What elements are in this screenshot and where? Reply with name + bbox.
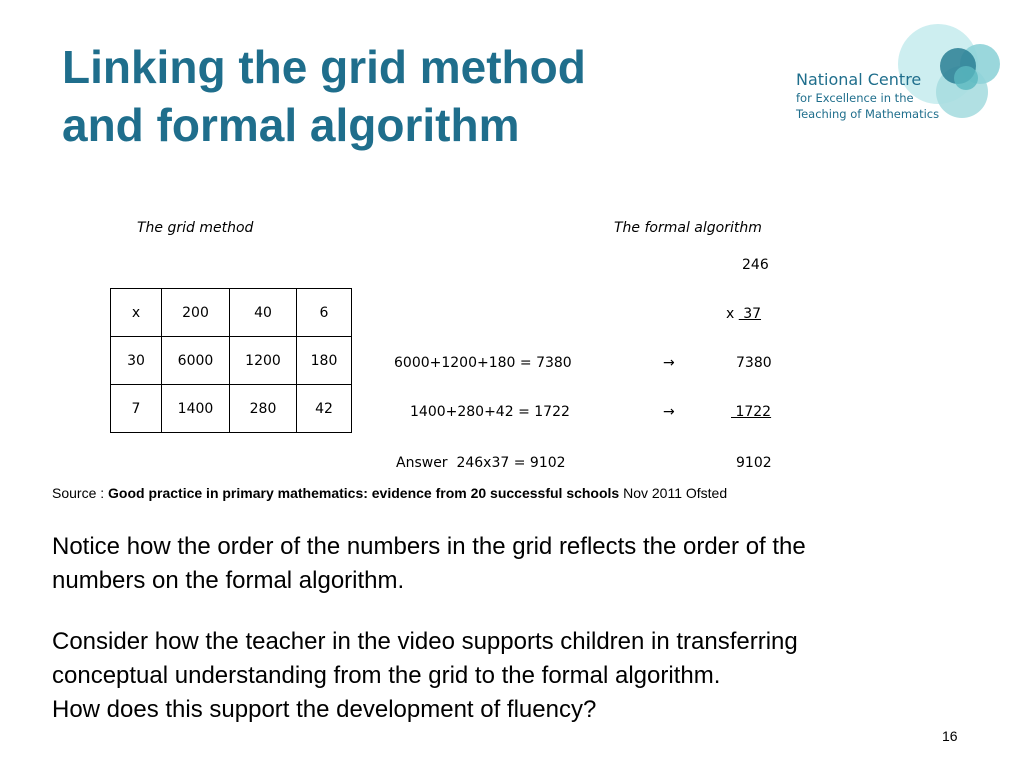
algorithm-multiplicand: 246 [742,257,769,273]
partial-sum-row-2: 1400+280+42 = 1722 [410,404,570,420]
grid-cell: 1400 [162,385,230,433]
slide-number: 16 [942,728,958,744]
grid-row-header [111,289,352,337]
grid-cell: 6000 [162,337,230,385]
right-arrow-icon: → [663,355,675,371]
grid-method-table [110,288,352,433]
consider-paragraph [52,625,982,727]
grid-cell: 30 [111,337,162,385]
logo-text-line-3: Teaching of Mathematics [796,107,940,121]
ncetm-logo [790,22,1010,132]
right-arrow-icon: → [663,404,675,420]
grid-cell: 42 [297,385,352,433]
partial-sum-row-1: 6000+1200+180 = 7380 [394,355,572,371]
algorithm-partial-1: 7380 [736,355,772,371]
grid-cell: 280 [230,385,297,433]
slide-title-line-2: and formal algorithm [62,99,520,151]
grid-cell: x [111,289,162,337]
grid-cell: 180 [297,337,352,385]
notice-line-1: Notice how the order of the numbers in the grid reflects the order of the [52,533,806,560]
grid-row [111,385,352,433]
slide-title [62,38,586,154]
grid-method-caption: The grid method [137,220,254,236]
source-prefix: Source : [52,485,109,501]
source-suffix: Nov 2011 Ofsted [619,485,728,501]
notice-line-2: numbers on the formal algorithm. [52,567,405,594]
grid-cell: 6 [297,289,352,337]
notice-paragraph [52,530,982,598]
multiply-sign: x [726,306,739,322]
grid-cell: 40 [230,289,297,337]
algorithm-result: 9102 [736,455,772,471]
logo-text-line-1: National Centre [796,70,922,89]
algorithm-multiplier: 37 [738,306,762,322]
consider-line-2: conceptual understanding from the grid to the formal algorithm. [52,662,721,689]
grid-cell: 1200 [230,337,297,385]
logo-text [796,70,939,122]
logo-text-line-2: for Excellence in the [796,91,914,105]
consider-line-1: Consider how the teacher in the video supports children in transferring [52,628,798,655]
answer-text: Answer 246x37 = 9102 [396,455,566,471]
algorithm-multiplier-row [726,306,761,322]
grid-cell: 7 [111,385,162,433]
slide-title-line-1: Linking the grid method [62,41,586,93]
algorithm-partial-2: 1722 [731,404,772,420]
logo-circle-mid [954,66,978,90]
formal-algorithm-caption: The formal algorithm [614,220,762,236]
source-title: Good practice in primary mathematics: evidence from 20 successful schools [108,485,620,501]
grid-cell: 200 [162,289,230,337]
source-citation [52,485,727,501]
grid-row [111,337,352,385]
consider-line-3: How does this support the development of fluency? [52,696,597,723]
